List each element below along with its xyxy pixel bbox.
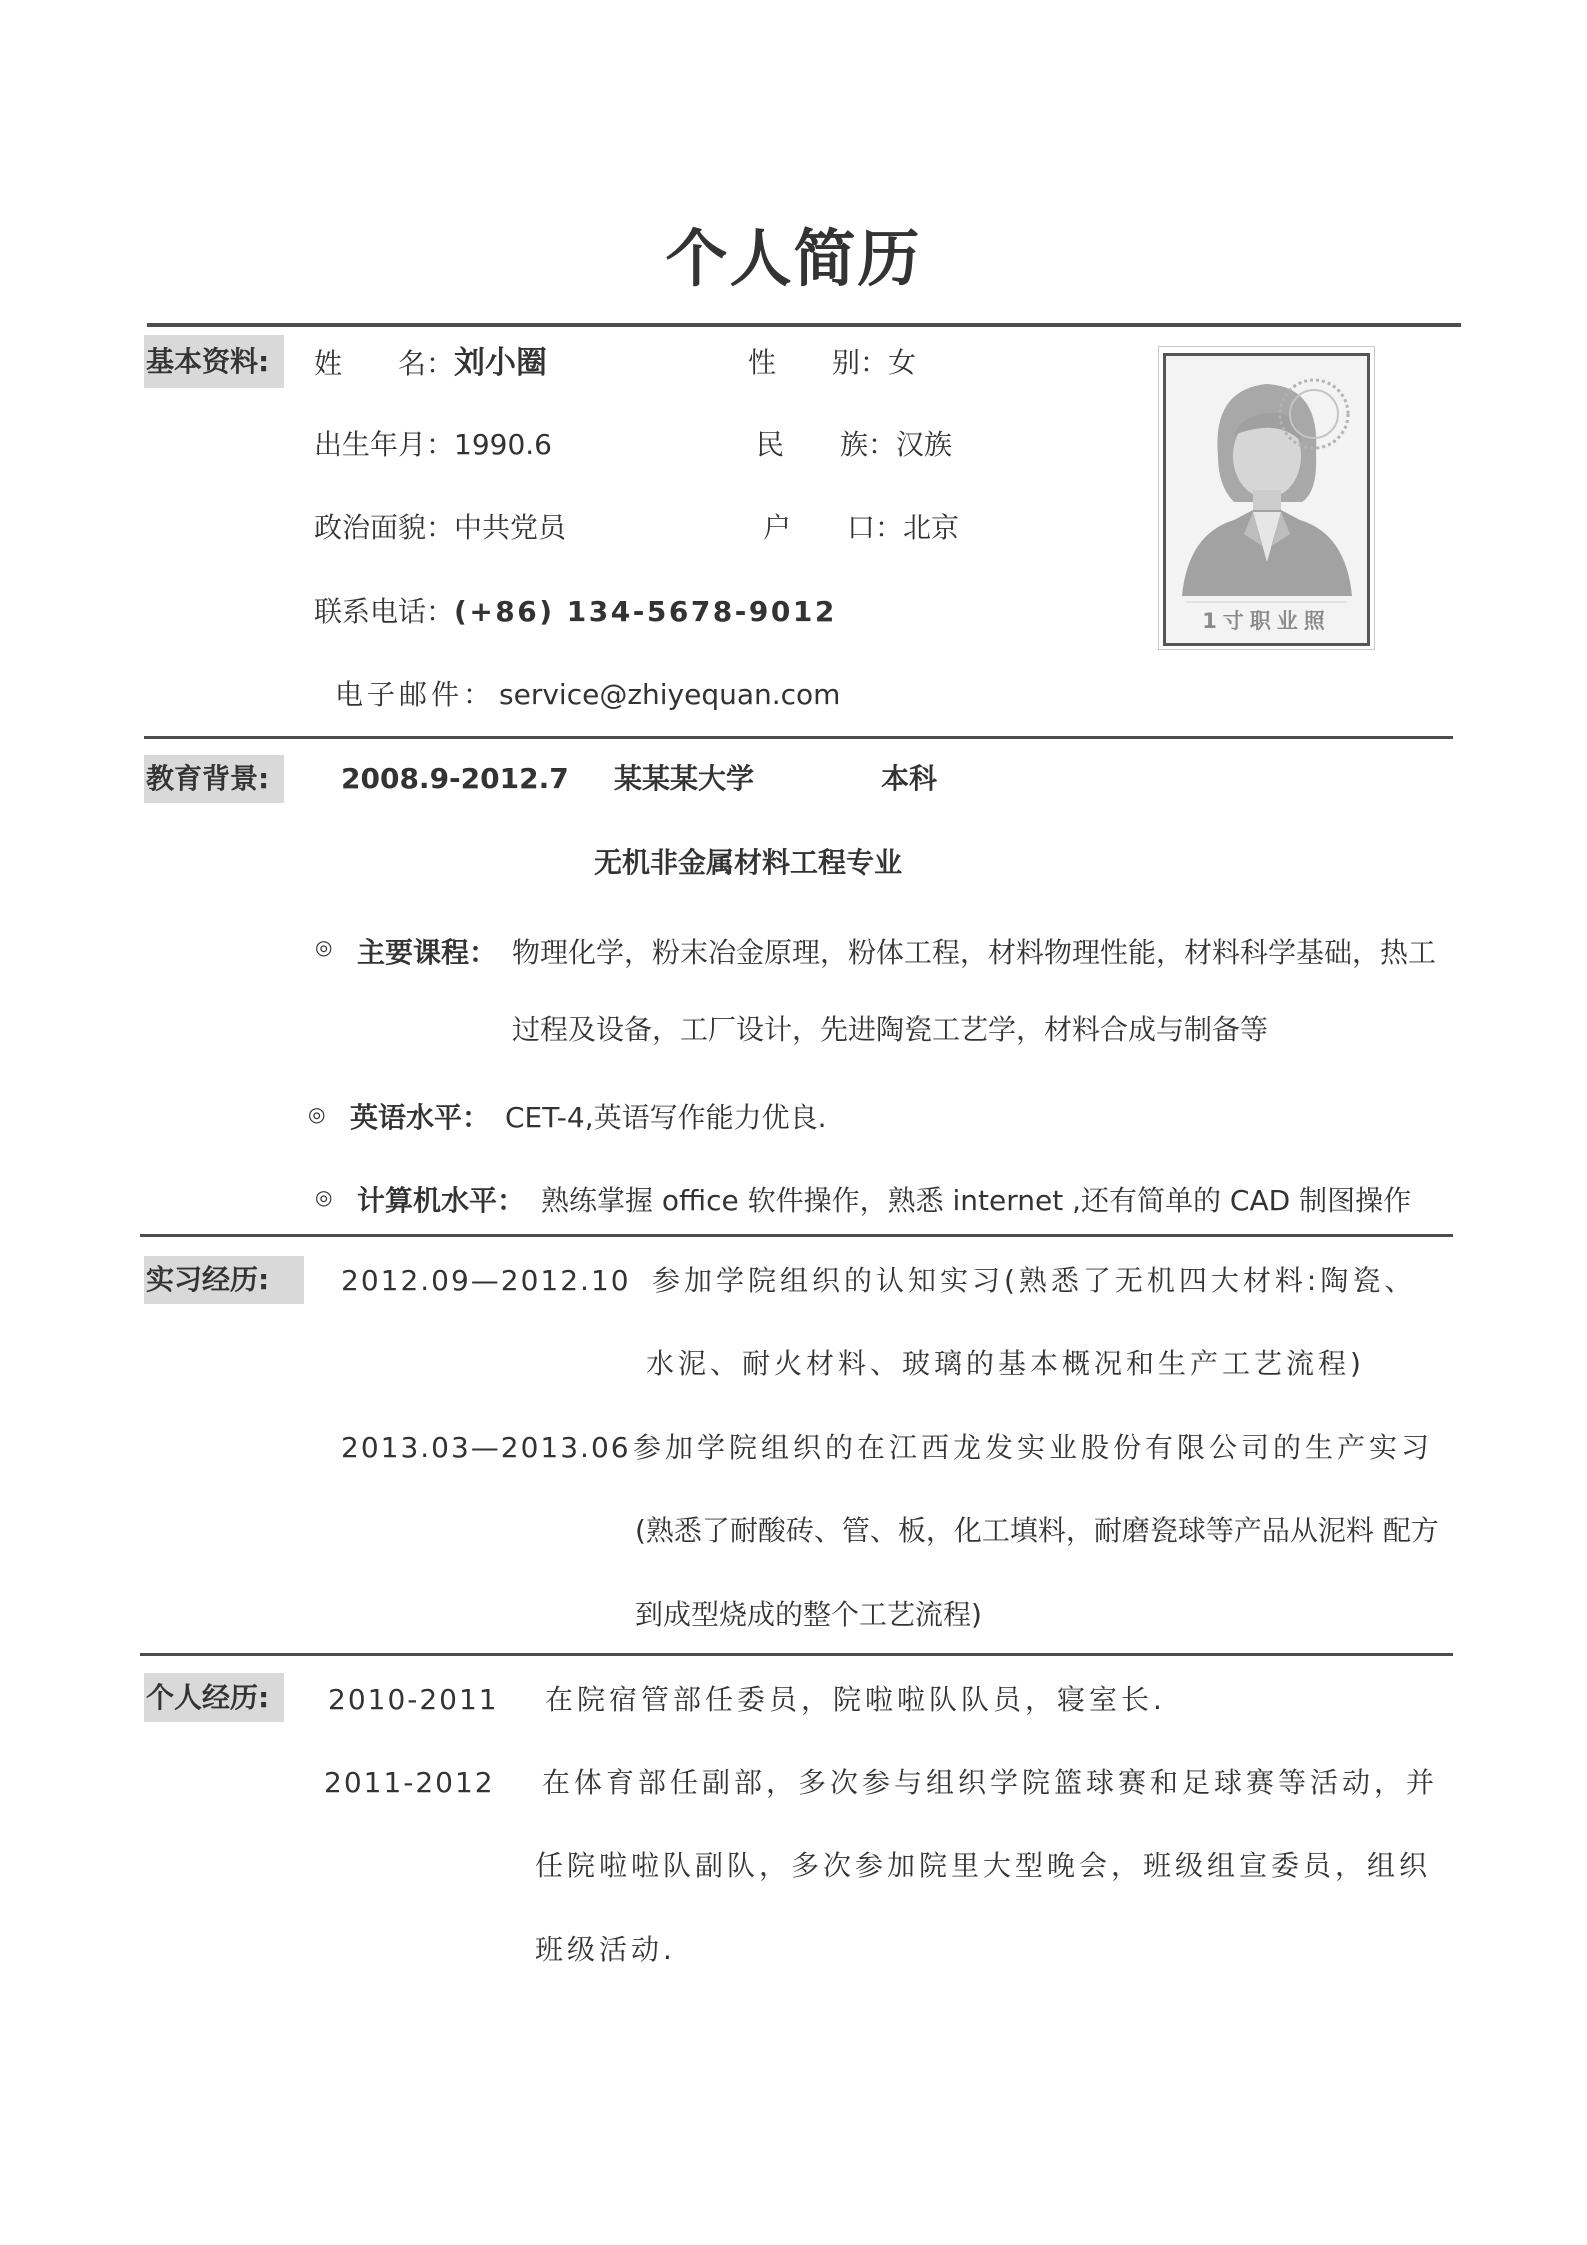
english-label: 英语水平： bbox=[350, 1101, 491, 1134]
personal-2-line-1: 在体育部任副部，多次参与组织学院篮球赛和足球赛等活动，并 bbox=[542, 1766, 1439, 1799]
internship-2-line-3: 到成型烧成的整个工艺流程) bbox=[635, 1598, 982, 1631]
personal-1-period: 2010-2011 bbox=[328, 1683, 499, 1716]
person-silhouette-icon bbox=[1166, 356, 1367, 643]
personal-2-line-3: 班级活动. bbox=[535, 1933, 676, 1966]
name-field bbox=[314, 343, 547, 384]
education-period: 2008.9-2012.7 bbox=[341, 762, 569, 795]
name-value: 刘小圈 bbox=[454, 345, 548, 381]
political-value: 中共党员 bbox=[454, 511, 567, 544]
hukou-key: 户 口： bbox=[763, 511, 904, 544]
courses-line-2: 过程及设备，工厂设计，先进陶瓷工艺学，材料合成与制备等 bbox=[512, 1013, 1269, 1046]
english-bullet-icon: ◎ bbox=[308, 1102, 326, 1126]
education-major: 无机非金属材料工程专业 bbox=[594, 846, 903, 879]
ethnicity-field bbox=[756, 425, 952, 465]
birth-key: 出生年月： bbox=[314, 428, 455, 461]
internship-2-line-1: 参加学院组织的在江西龙发实业股份有限公司的生产实习 bbox=[633, 1431, 1434, 1464]
personal-2-period: 2011-2012 bbox=[324, 1766, 495, 1799]
name-key: 姓 名： bbox=[314, 347, 455, 380]
computer-bullet-icon: ◎ bbox=[315, 1185, 333, 1209]
courses-line-1: 物理化学，粉末冶金原理，粉体工程，材料物理性能，材料科学基础，热工 bbox=[512, 936, 1437, 969]
internship-divider bbox=[140, 1234, 1453, 1237]
ethnicity-value: 汉族 bbox=[896, 428, 953, 461]
email-key: 电子邮件： bbox=[335, 678, 496, 711]
gender-key: 性 别： bbox=[748, 346, 889, 379]
education-label: 教育背景: bbox=[144, 755, 284, 803]
education-degree: 本科 bbox=[881, 762, 938, 795]
english-value: CET-4,英语写作能力优良. bbox=[505, 1101, 827, 1134]
education-school: 某某某大学 bbox=[614, 762, 755, 795]
hukou-field bbox=[763, 508, 959, 548]
personal-2-line-2: 任院啦啦队副队，多次参加院里大型晚会，班级组宣委员，组织 bbox=[535, 1849, 1432, 1882]
internship-1-period: 2012.09—2012.10 bbox=[341, 1264, 631, 1297]
internship-2-period: 2013.03—2013.06 bbox=[341, 1431, 631, 1464]
gender-field bbox=[748, 343, 916, 383]
courses-bullet-icon: ◎ bbox=[315, 935, 333, 959]
phone-key: 联系电话： bbox=[314, 595, 455, 628]
phone-value: (+86) 134-5678-9012 bbox=[454, 595, 837, 628]
gender-value: 女 bbox=[888, 346, 917, 379]
basic-info-label: 基本资料: bbox=[144, 335, 284, 388]
internship-1-line-2: 水泥、耐火材料、玻璃的基本概况和生产工艺流程) bbox=[646, 1347, 1365, 1380]
personal-label: 个人经历: bbox=[144, 1673, 284, 1722]
courses-label: 主要课程： bbox=[357, 936, 498, 969]
computer-label: 计算机水平： bbox=[357, 1184, 526, 1217]
email-value: service@zhiyequan.com bbox=[499, 678, 841, 711]
personal-divider bbox=[140, 1653, 1453, 1656]
email-field bbox=[335, 675, 840, 715]
personal-1-line-1: 在院宿管部任委员，院啦啦队队员，寝室长. bbox=[545, 1683, 1166, 1716]
photo-caption: 1寸职业照 bbox=[1202, 609, 1331, 633]
ethnicity-key: 民 族： bbox=[756, 428, 897, 461]
title-divider bbox=[147, 323, 1461, 327]
hukou-value: 北京 bbox=[903, 511, 960, 544]
computer-value: 熟练掌握 office 软件操作，熟悉 internet ,还有简单的 CAD 制图操作 bbox=[541, 1184, 1412, 1217]
page-title: 个人简历 bbox=[665, 222, 922, 295]
internship-label: 实习经历: bbox=[144, 1256, 304, 1304]
internship-2-line-2: (熟悉了耐酸砖、管、板，化工填料，耐磨瓷球等产品从泥料 配方 bbox=[635, 1514, 1439, 1547]
birth-field bbox=[314, 425, 552, 465]
political-key: 政治面貌： bbox=[314, 511, 455, 544]
phone-field bbox=[314, 592, 837, 632]
education-divider bbox=[144, 736, 1453, 739]
photo-placeholder bbox=[1163, 353, 1370, 646]
political-field bbox=[314, 508, 566, 548]
internship-1-line-1: 参加学院组织的认知实习(熟悉了无机四大材料:陶瓷、 bbox=[652, 1264, 1417, 1297]
birth-value: 1990.6 bbox=[454, 428, 552, 461]
